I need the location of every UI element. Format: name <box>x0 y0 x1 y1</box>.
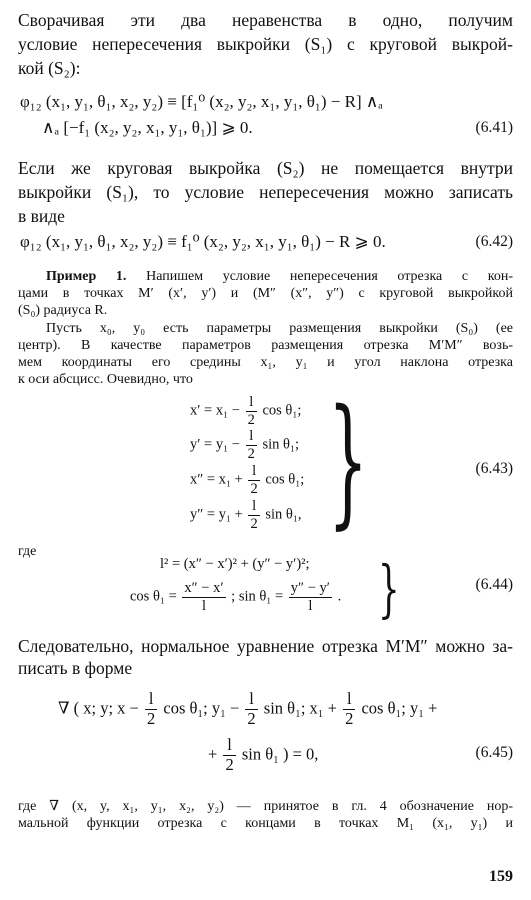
para3-line1: Следовательно, нормальное уравнение отрезка M′M″ можно за- <box>18 636 513 656</box>
equation-6-45-line2: + $\frac{l}{2}$ sin θ₁ ) = 0, <box>208 735 319 774</box>
para2-line1: Если же круговая выкройка (S₂) не помещается внутри <box>18 158 513 178</box>
equation-number-6-43: (6.43) <box>475 460 513 477</box>
equation-6-44-row2: cos θ₁ = $\frac{x'' - x'}{l}$ ; sin θ₁ = $\frac{y'' - y'}{l}$ . <box>130 580 342 614</box>
para2-line3: в виде <box>18 206 65 226</box>
example-line1 <box>18 268 513 285</box>
brace-6-44: } <box>378 552 400 625</box>
para3-line2: писать в форме <box>18 658 133 678</box>
example-heading: Пример 1. <box>46 269 127 284</box>
equation-6-45-line1: ∇ ( x; y; x − $\frac{l}{2}$ cos θ₁; y₁ − $\frac{l}{2}$ sin θ₁; x₁ + $\frac{l}{2}$ cos θ₁; y₁ + <box>58 689 438 728</box>
para1-line1: Сворачивая эти два неравенства в одно, получим <box>18 10 513 30</box>
equation-number-6-45: (6.45) <box>475 744 513 761</box>
equation-6-43-row4: y″ = y₁ + $\frac{l}{2}$ sin θ₁, <box>190 498 302 532</box>
equation-6-43-row1: x′ = x₁ − $\frac{l}{2}$ cos θ₁; <box>190 394 302 428</box>
equation-number-6-41: (6.41) <box>475 119 513 136</box>
closing-line1: где ∇ (x, y, x₁, y₁, x₂, y₂) — принятое в гл. 4 обозначение нор- <box>18 799 513 814</box>
example-line3: (S₀) радиуса R. <box>18 303 108 318</box>
brace-6-43: } <box>328 380 369 543</box>
para2-line2: выкройки (S₁), то условие непересечения можно записать <box>18 182 513 202</box>
example-line2: цами в точках M′ (x′, y′) и (M″ (x″, y″) с круговой выкройкой <box>18 286 513 301</box>
page-number: 159 <box>489 868 513 885</box>
para1-line3: кой (S₂): <box>18 58 81 78</box>
equation-6-44-row1: l² = (x″ − x′)² + (y″ − y′)²; <box>160 556 310 572</box>
equation-6-42: φ₁₂ (x₁, y₁, θ₁, x₂, y₂) ≡ f₁⁰ (x₂, y₂, x₁, y₁, θ₁) − R ⩾ 0. <box>20 232 386 251</box>
equation-6-43-row3: x″ = x₁ + $\frac{l}{2}$ cos θ₁; <box>190 463 305 497</box>
equation-number-6-44: (6.44) <box>475 576 513 593</box>
equation-number-6-42: (6.42) <box>475 233 513 250</box>
example-line7: к оси абсцисс. Очевидно, что <box>18 372 193 387</box>
equation-6-43-row2: y′ = y₁ − $\frac{l}{2}$ sin θ₁; <box>190 428 300 462</box>
equation-6-41-line2: ∧ₐ [−f₁ (x₂, y₂, x₁, y₁, θ₁)] ⩾ 0. <box>42 118 253 137</box>
equation-6-41-line1: φ₁₂ (x₁, y₁, θ₁, x₂, y₂) ≡ [f₁⁰ (x₂, y₂, x₁, y₁, θ₁) − R] ∧ₐ <box>20 92 383 111</box>
closing-line2: мальной функции отрезка с концами в точках M₁ (x₁, y₁) и <box>18 816 513 831</box>
example-line5: центр). В качестве параметров размещения отрезка M′M″ возь- <box>18 338 513 353</box>
para1-line2: условие непересечения выкройки (S₁) с круговой выкрой- <box>18 34 513 54</box>
example-line4: Пусть x₀, y₀ есть параметры размещения выкройки (S₀) (ее <box>46 321 513 336</box>
where-label-1: где <box>18 544 37 559</box>
example-line6: мем координаты его средины x₁, y₁ и угол наклона отрезка <box>18 355 513 370</box>
example-line1-text: Напишем условие непересечения отрезка с кон- <box>146 269 514 284</box>
